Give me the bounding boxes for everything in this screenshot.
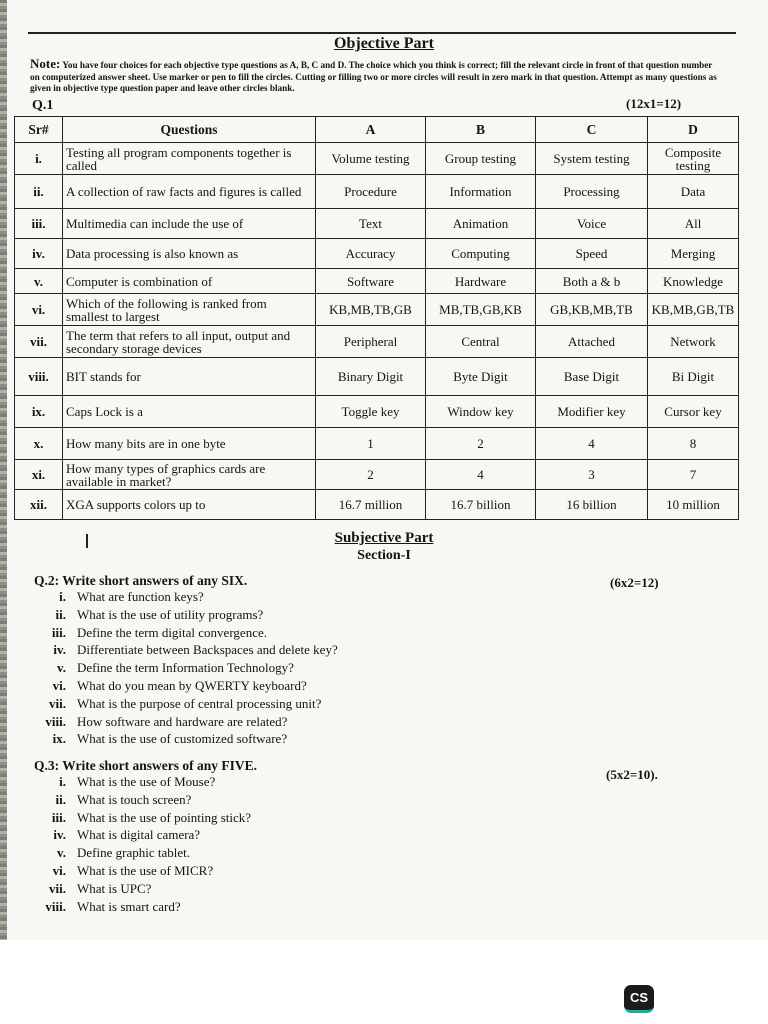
question-text: What is digital camera? — [77, 827, 201, 843]
option-b: Window key — [426, 396, 536, 428]
question-number: iv. — [53, 642, 66, 658]
question-text: The term that refers to all input, output and secondary storage devices — [63, 326, 316, 358]
question-text: Define graphic tablet. — [77, 845, 190, 861]
section-heading: Section-I — [357, 548, 411, 563]
question-text: How many bits are in one byte — [63, 428, 316, 460]
option-b: Byte Digit — [426, 358, 536, 396]
option-b: Hardware — [426, 269, 536, 294]
question-text: How software and hardware are related? — [77, 713, 288, 729]
table-row — [15, 326, 739, 358]
option-a: Software — [316, 269, 426, 294]
option-d: Knowledge — [648, 269, 739, 294]
serial-number: iv. — [15, 239, 63, 269]
serial-number: vi. — [15, 294, 63, 326]
option-c: 4 — [536, 428, 648, 460]
question-text: Define the term digital convergence. — [77, 624, 267, 640]
option-a: Volume testing — [316, 143, 426, 175]
option-d: Data — [648, 175, 739, 209]
question-number: vii. — [49, 880, 66, 896]
option-d: 7 — [648, 460, 739, 490]
q1-marks: (12x1=12) — [626, 96, 682, 111]
table-row — [15, 209, 739, 239]
serial-number: xii. — [15, 490, 63, 520]
option-a: Text — [316, 209, 426, 239]
question-text: Testing all program components together is called — [63, 143, 316, 175]
column-header: B — [426, 117, 536, 143]
option-d: Merging — [648, 239, 739, 269]
q3-heading: Q.3: Write short answers of any FIVE. — [34, 758, 257, 773]
table-row — [15, 358, 739, 396]
option-b: Animation — [426, 209, 536, 239]
column-header: D — [648, 117, 739, 143]
question-text: What is UPC? — [77, 880, 152, 896]
option-b: 2 — [426, 428, 536, 460]
option-c: GB,KB,MB,TB — [536, 294, 648, 326]
question-text: What is touch screen? — [77, 791, 192, 807]
option-a: 1 — [316, 428, 426, 460]
question-text: Define the term Information Technology? — [77, 660, 294, 676]
option-c: Base Digit — [536, 358, 648, 396]
option-c: Modifier key — [536, 396, 648, 428]
q2-marks: (6x2=12) — [610, 575, 659, 590]
question-text: What is the purpose of central processing unit? — [77, 695, 322, 711]
option-d: All — [648, 209, 739, 239]
table-row — [15, 239, 739, 269]
option-b: 4 — [426, 460, 536, 490]
question-number: iii. — [51, 809, 66, 825]
serial-number: viii. — [15, 358, 63, 396]
option-b: MB,TB,GB,KB — [426, 294, 536, 326]
option-c: 16 billion — [536, 490, 648, 520]
question-number: i. — [59, 589, 66, 604]
serial-number: ii. — [15, 175, 63, 209]
objective-part-title: Objective Part — [334, 35, 434, 52]
option-b: Group testing — [426, 143, 536, 175]
option-d: 10 million — [648, 490, 739, 520]
question-number: iii. — [51, 624, 66, 640]
column-header: Sr# — [15, 117, 63, 143]
serial-number: i. — [15, 143, 63, 175]
option-a: Procedure — [316, 175, 426, 209]
note-text: You have four choices for each objective type questions as A, B, C and D. The choice which you think is correct; fill the relevant circle in front of that question number on computerized answer sheet. Use marker or pen to fill the circles. Cutting or filling two or more circles will result in zero mark in that question. Attempt as many questions as given in objective type question paper and leave other circles blank. — [30, 60, 717, 93]
option-b: Computing — [426, 239, 536, 269]
question-number: ix. — [52, 731, 66, 747]
table-row — [15, 175, 739, 209]
question-number: viii. — [45, 898, 66, 914]
question-number: vii. — [49, 695, 66, 711]
option-c: System testing — [536, 143, 648, 175]
option-d: Composite testing — [648, 143, 739, 175]
camscanner-logo: CS — [624, 985, 654, 1013]
note-paragraph — [30, 58, 722, 95]
column-header: C — [536, 117, 648, 143]
question-text: What is the use of utility programs? — [77, 606, 264, 622]
serial-number: v. — [15, 269, 63, 294]
table-header-row — [15, 117, 739, 143]
question-number: viii. — [45, 713, 66, 729]
option-c: 3 — [536, 460, 648, 490]
question-text: How many types of graphics cards are available in market? — [63, 460, 316, 490]
question-text: What is the use of customized software? — [77, 731, 288, 747]
question-number: vi. — [52, 677, 66, 693]
table-row — [15, 396, 739, 428]
page-edge-shadow — [0, 0, 7, 940]
option-c: Processing — [536, 175, 648, 209]
q3-marks: (5x2=10). — [606, 767, 658, 782]
serial-number: vii. — [15, 326, 63, 358]
option-b: 16.7 billion — [426, 490, 536, 520]
question-text: What is the use of Mouse? — [77, 774, 216, 789]
option-b: Information — [426, 175, 536, 209]
table-row — [15, 269, 739, 294]
objective-table — [14, 116, 739, 520]
question-text: Which of the following is ranked from smallest to largest — [63, 294, 316, 326]
column-header: Questions — [63, 117, 316, 143]
question-text: What is smart card? — [77, 898, 181, 914]
option-a: Toggle key — [316, 396, 426, 428]
table-row — [15, 143, 739, 175]
option-d: Bi Digit — [648, 358, 739, 396]
question-number: i. — [59, 774, 66, 789]
option-c: Voice — [536, 209, 648, 239]
option-a: Accuracy — [316, 239, 426, 269]
option-a: Peripheral — [316, 326, 426, 358]
question-text: Differentiate between Backspaces and delete key? — [77, 642, 338, 658]
question-number: vi. — [52, 862, 66, 878]
option-a: 16.7 million — [316, 490, 426, 520]
table-row — [15, 490, 739, 520]
table-row — [15, 428, 739, 460]
question-text: What are function keys? — [77, 589, 204, 604]
note-label: Note: — [30, 56, 61, 71]
question-number: v. — [56, 660, 66, 676]
option-c: Speed — [536, 239, 648, 269]
question-text: Data processing is also known as — [63, 239, 316, 269]
option-c: Attached — [536, 326, 648, 358]
option-b: Central — [426, 326, 536, 358]
question-text: What is the use of pointing stick? — [77, 809, 252, 825]
top-rule — [28, 32, 736, 34]
question-text: What is the use of MICR? — [77, 862, 214, 878]
option-a: Binary Digit — [316, 358, 426, 396]
option-a: 2 — [316, 460, 426, 490]
question-text: Computer is combination of — [63, 269, 316, 294]
question-number: iv. — [53, 827, 66, 843]
table-body — [15, 143, 739, 520]
column-header: A — [316, 117, 426, 143]
option-d: Cursor key — [648, 396, 739, 428]
question-text: XGA supports colors up to — [63, 490, 316, 520]
option-d: Network — [648, 326, 739, 358]
serial-number: x. — [15, 428, 63, 460]
option-d: KB,MB,GB,TB — [648, 294, 739, 326]
serial-number: xi. — [15, 460, 63, 490]
question-text: What do you mean by QWERTY keyboard? — [77, 677, 307, 693]
serial-number: ix. — [15, 396, 63, 428]
serial-number: iii. — [15, 209, 63, 239]
question-number: ii. — [55, 791, 66, 807]
question-number: ii. — [55, 606, 66, 622]
subjective-part-title: Subjective Part — [334, 530, 434, 546]
q2-heading: Q.2: Write short answers of any SIX. — [34, 573, 248, 588]
table-row — [15, 294, 739, 326]
option-c: Both a & b — [536, 269, 648, 294]
question-text: Caps Lock is a — [63, 396, 316, 428]
option-d: 8 — [648, 428, 739, 460]
q1-label: Q.1 — [32, 98, 54, 113]
table-row — [15, 460, 739, 490]
question-text: Multimedia can include the use of — [63, 209, 316, 239]
question-number: v. — [56, 845, 66, 861]
question-text: BIT stands for — [63, 358, 316, 396]
option-a: KB,MB,TB,GB — [316, 294, 426, 326]
question-text: A collection of raw facts and figures is called — [63, 175, 316, 209]
